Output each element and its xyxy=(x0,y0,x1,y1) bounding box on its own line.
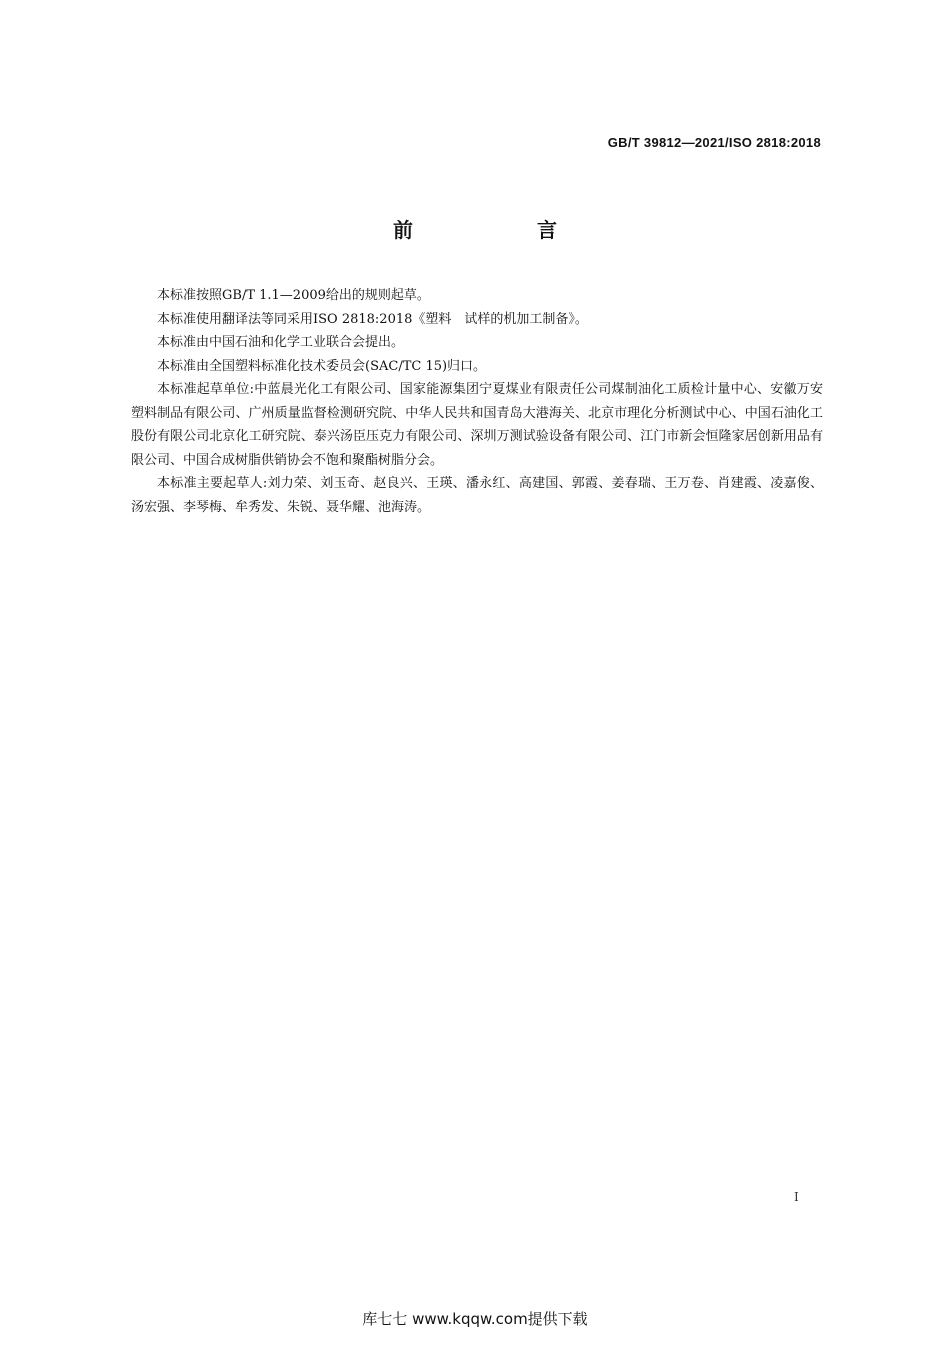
paragraph-proposed-by: 本标准由中国石油和化学工业联合会提出。 xyxy=(157,335,405,350)
paragraph-drafting-organizations: 本标准起草单位:中蓝晨光化工有限公司、国家能源集团宁夏煤业有限责任公司煤制油化工质检计量中心、安徽万安塑料制品有限公司、广州质量监督检测研究院、中华人民共和国青岛大港海关、北京市理化分析测试中心、中国石油化工股份有限公司北京化工研究院、泰兴汤臣压克力有限公司、深圳万测试验设备有限公司、江门市新会恒隆家居创新用品有限公司、中国合成树脂供销协会不饱和聚酯树脂分会。 xyxy=(131,382,823,468)
standard-code-header: GB/T 39812—2021/ISO 2818:2018 xyxy=(607,135,821,150)
page-title: 前 言 xyxy=(393,218,609,242)
paragraph-under-jurisdiction: 本标准由全国塑料标准化技术委员会(SAC/TC 15)归口。 xyxy=(157,358,487,374)
foreword-body xyxy=(131,284,823,519)
download-footer: 库七七 www.kqqw.com提供下载 xyxy=(362,1310,588,1328)
paragraph-drafting-rules: 本标准按照GB/T 1.1—2009给出的规则起草。 xyxy=(157,288,430,303)
paragraph-adoption-method: 本标准使用翻译法等同采用ISO 2818:2018《塑料 试样的机加工制备》。 xyxy=(157,311,588,327)
page-number: I xyxy=(794,1190,799,1204)
paragraph-main-drafters: 本标准主要起草人:刘力荣、刘玉奇、赵良兴、王瑛、潘永红、高建国、郭霞、姜春瑞、王万卷、肖建霞、凌嘉俊、汤宏强、李琴梅、牟秀发、朱锐、聂华耀、池海涛。 xyxy=(131,476,823,515)
